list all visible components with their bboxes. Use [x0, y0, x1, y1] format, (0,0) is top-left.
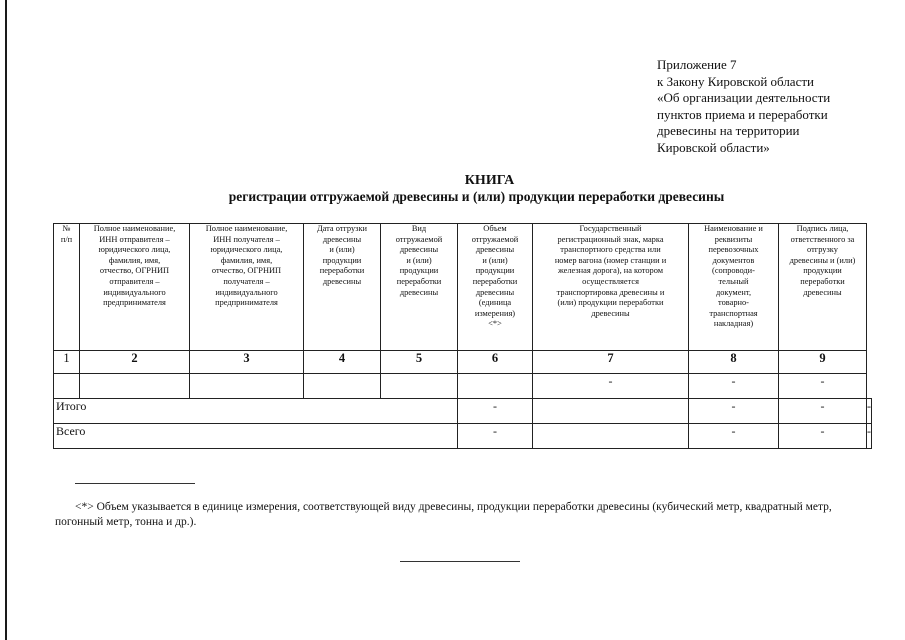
header-line: транспортного средства или [560, 245, 661, 255]
header-line: ответственного за [790, 234, 855, 244]
appendix-line: пунктов приема и переработки [657, 106, 828, 122]
table-header-row [54, 224, 872, 351]
header-line: фамилия, имя, [220, 255, 273, 265]
header-line: древесины [803, 287, 842, 297]
header-line: номер вагона (номер станции и [554, 255, 667, 265]
header-line: индивидуального [215, 287, 278, 297]
header-line: Полное наименование, [93, 224, 176, 233]
header-line: индивидуального [103, 287, 166, 297]
header-line: юридического лица, [210, 245, 283, 255]
header-cell [304, 224, 381, 351]
table-cell: - [689, 424, 779, 449]
header-cell [54, 224, 80, 351]
header-line: отчество, ОГРНИП [211, 266, 282, 276]
table-cell [304, 374, 381, 399]
header-cell [689, 224, 779, 351]
table-cell: - [779, 399, 867, 424]
header-line: переработки [396, 276, 442, 286]
header-line: (или) продукции переработки [557, 298, 664, 308]
header-line: ИНН отправителя – [99, 234, 170, 244]
header-line: древесины [475, 287, 515, 297]
appendix-line: к Закону Кировской области [657, 73, 814, 89]
header-cell [533, 224, 689, 351]
header-cell [80, 224, 190, 351]
header-line: древесины [399, 245, 439, 255]
header-line: Объем [483, 224, 507, 233]
header-line: п/п [60, 234, 73, 244]
column-number: 9 [779, 351, 867, 374]
header-line: накладная) [713, 319, 754, 329]
table-cell: - [779, 374, 867, 399]
header-line: Наименование и [704, 224, 763, 233]
table-cell: - [458, 424, 533, 449]
header-cell [381, 224, 458, 351]
header-line: продукции [475, 266, 515, 276]
table-cell: - [867, 424, 872, 449]
table-cell: - [458, 399, 533, 424]
header-line: (сопроводи- [712, 266, 755, 276]
table-cell: - [689, 374, 779, 399]
table-cell [54, 374, 80, 399]
column-number: 2 [80, 351, 190, 374]
header-line: тельный [718, 276, 749, 286]
table-cell: - [867, 399, 872, 424]
appendix-reference [657, 57, 887, 156]
subtotal-row [54, 399, 872, 424]
appendix-line: Кировской области» [657, 139, 770, 155]
document-subtitle: регистрации отгружаемой древесины и (или) продукции переработки древесины [228, 189, 725, 204]
grand-total-row [54, 424, 872, 449]
header-line: перевозочных [708, 245, 759, 255]
column-number-row [54, 351, 872, 374]
header-line: транспортная [709, 308, 758, 318]
column-number: 1 [54, 351, 80, 374]
header-line: получателя – [223, 276, 270, 286]
document-title: КНИГА [464, 173, 515, 188]
header-line: древесины [475, 245, 515, 255]
header-line: отгружаемой [395, 234, 443, 244]
header-line: отправителя – [109, 276, 160, 286]
header-line: документ, [715, 287, 752, 297]
header-line: продукции [803, 266, 842, 276]
header-line: переработки [319, 266, 365, 276]
header-line: древесины [322, 276, 362, 286]
table-cell: - [689, 399, 779, 424]
column-number: 7 [533, 351, 689, 374]
header-line: отчество, ОГРНИП [99, 266, 170, 276]
footnote-separator [75, 483, 195, 484]
table-cell: - [533, 374, 689, 399]
header-line: продукции [322, 255, 362, 265]
table-row [54, 374, 872, 399]
appendix-line: древесины на территории [657, 123, 800, 138]
column-number: 5 [381, 351, 458, 374]
subtotal-label: Итого [54, 399, 458, 424]
header-line: переработки [472, 276, 518, 286]
header-cell [190, 224, 304, 351]
registration-table [53, 223, 872, 449]
header-line: осуществляется [582, 276, 639, 286]
header-line: отгружаемой [471, 234, 519, 244]
header-line: предпринимателя [103, 298, 166, 308]
appendix-line: Приложение 7 [657, 57, 737, 72]
header-line: товарно- [718, 298, 749, 308]
table-cell [381, 374, 458, 399]
header-line: реквизиты [714, 234, 753, 244]
header-line: древесины [591, 308, 630, 318]
table-cell [533, 399, 689, 424]
header-line: предпринимателя [215, 298, 278, 308]
header-line: и (или) [406, 255, 432, 265]
header-line: транспортировка древесины и [556, 287, 665, 297]
column-number: 6 [458, 351, 533, 374]
header-line: фамилия, имя, [108, 255, 161, 265]
header-line: юридического лица, [98, 245, 171, 255]
table-cell [458, 374, 533, 399]
header-line: древесины [322, 234, 362, 244]
header-cell [779, 224, 867, 351]
header-line: регистрационный знак, марка [557, 234, 664, 244]
appendix-line: «Об организации деятельности [657, 90, 831, 105]
column-number: 8 [689, 351, 779, 374]
table-cell [190, 374, 304, 399]
header-line: Вид [411, 224, 427, 233]
header-line: измерения) [474, 308, 516, 318]
header-line: древесины и (или) [789, 255, 856, 265]
header-line: и (или) [329, 245, 355, 255]
table-cell [80, 374, 190, 399]
table-cell [533, 424, 689, 449]
footnote-text: <*> Объем указывается в единице измерения, соответствующей виду древесины, продукции переработки древесины (кубический метр, квадратный метр, погонный метр, тонна и др.). [55, 501, 832, 528]
left-margin-rule [5, 0, 7, 640]
header-line: и (или) [482, 255, 508, 265]
header-line: отгрузку [807, 245, 838, 255]
header-line: переработки [800, 276, 845, 286]
header-line: древесины [399, 287, 439, 297]
header-line: (единица [478, 298, 512, 308]
column-number: 4 [304, 351, 381, 374]
header-line: Государственный [579, 224, 642, 233]
header-line: железная дорога), на котором [557, 266, 664, 276]
header-line: Дата отгрузки [316, 224, 368, 233]
end-separator [400, 561, 520, 562]
grand-total-label: Всего [54, 424, 458, 449]
column-number: 3 [190, 351, 304, 374]
header-line: <*> [488, 319, 502, 329]
header-line: документов [712, 255, 755, 265]
header-line: Подпись лица, [796, 224, 849, 233]
header-line: Полное наименование, [205, 224, 288, 233]
table-cell: - [779, 424, 867, 449]
header-line: № [62, 224, 71, 233]
header-line: продукции [399, 266, 439, 276]
header-cell [458, 224, 533, 351]
header-line: ИНН получателя – [213, 234, 280, 244]
